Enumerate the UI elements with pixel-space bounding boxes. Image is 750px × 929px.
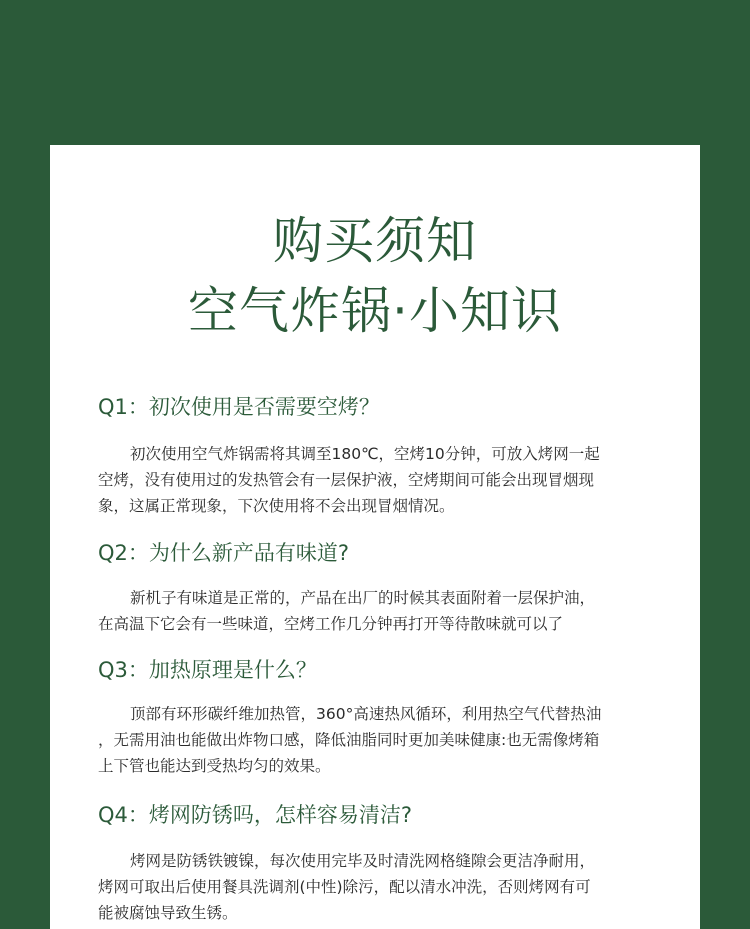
answer-line: 新机子有味道是正常的，产品在出厂的时候其表面附着一层保护油，	[130, 589, 596, 607]
faq-question-3: Q3：加热原理是什么？	[98, 658, 317, 682]
faq-question-1: Q1：初次使用是否需要空烤？	[98, 395, 380, 419]
answer-line: ，无需用油也能做出炸物口感，降低油脂同时更加美味健康:也无需像烤箱	[98, 731, 600, 749]
faq-answer-2	[98, 585, 658, 637]
answer-line: 上下管也能达到受热均匀的效果。	[98, 757, 331, 775]
answer-line: 烤网是防锈铁镀镍，每次使用完毕及时清洗网格缝隙会更洁净耐用，	[130, 852, 596, 870]
answer-line: 烤网可取出后使用餐具洗调剂(中性)除污，配以清水冲洗，否则烤网有可	[98, 878, 591, 896]
answer-line: 初次使用空气炸锅需将其调至180℃，空烤10分钟，可放入烤网一起	[130, 445, 600, 463]
answer-line: 象，这属正常现象，下次使用将不会出现冒烟情况。	[98, 497, 455, 515]
answer-line: 能被腐蚀导致生锈。	[98, 904, 238, 922]
faq-question-2: Q2：为什么新产品有味道?	[98, 541, 350, 565]
page-title: 购买须知	[273, 212, 477, 270]
answer-line: 空烤，没有使用过的发热管会有一层保护液，空烤期间可能会出现冒烟现	[98, 471, 595, 489]
content-card	[50, 145, 700, 929]
answer-line: 在高温下它会有一些味道，空烤工作几分钟再打开等待散味就可以了	[98, 615, 564, 633]
answer-line: 顶部有环形碳纤维加热管，360°高速热风循环，利用热空气代替热油	[130, 705, 602, 723]
faq-question-4: Q4：烤网防锈吗，怎样容易清洁?	[98, 803, 413, 827]
faq-answer-4	[98, 848, 658, 926]
faq-answer-3	[98, 701, 658, 779]
page-subtitle: 空气炸锅·小知识	[188, 282, 562, 340]
faq-answer-1	[98, 441, 658, 519]
